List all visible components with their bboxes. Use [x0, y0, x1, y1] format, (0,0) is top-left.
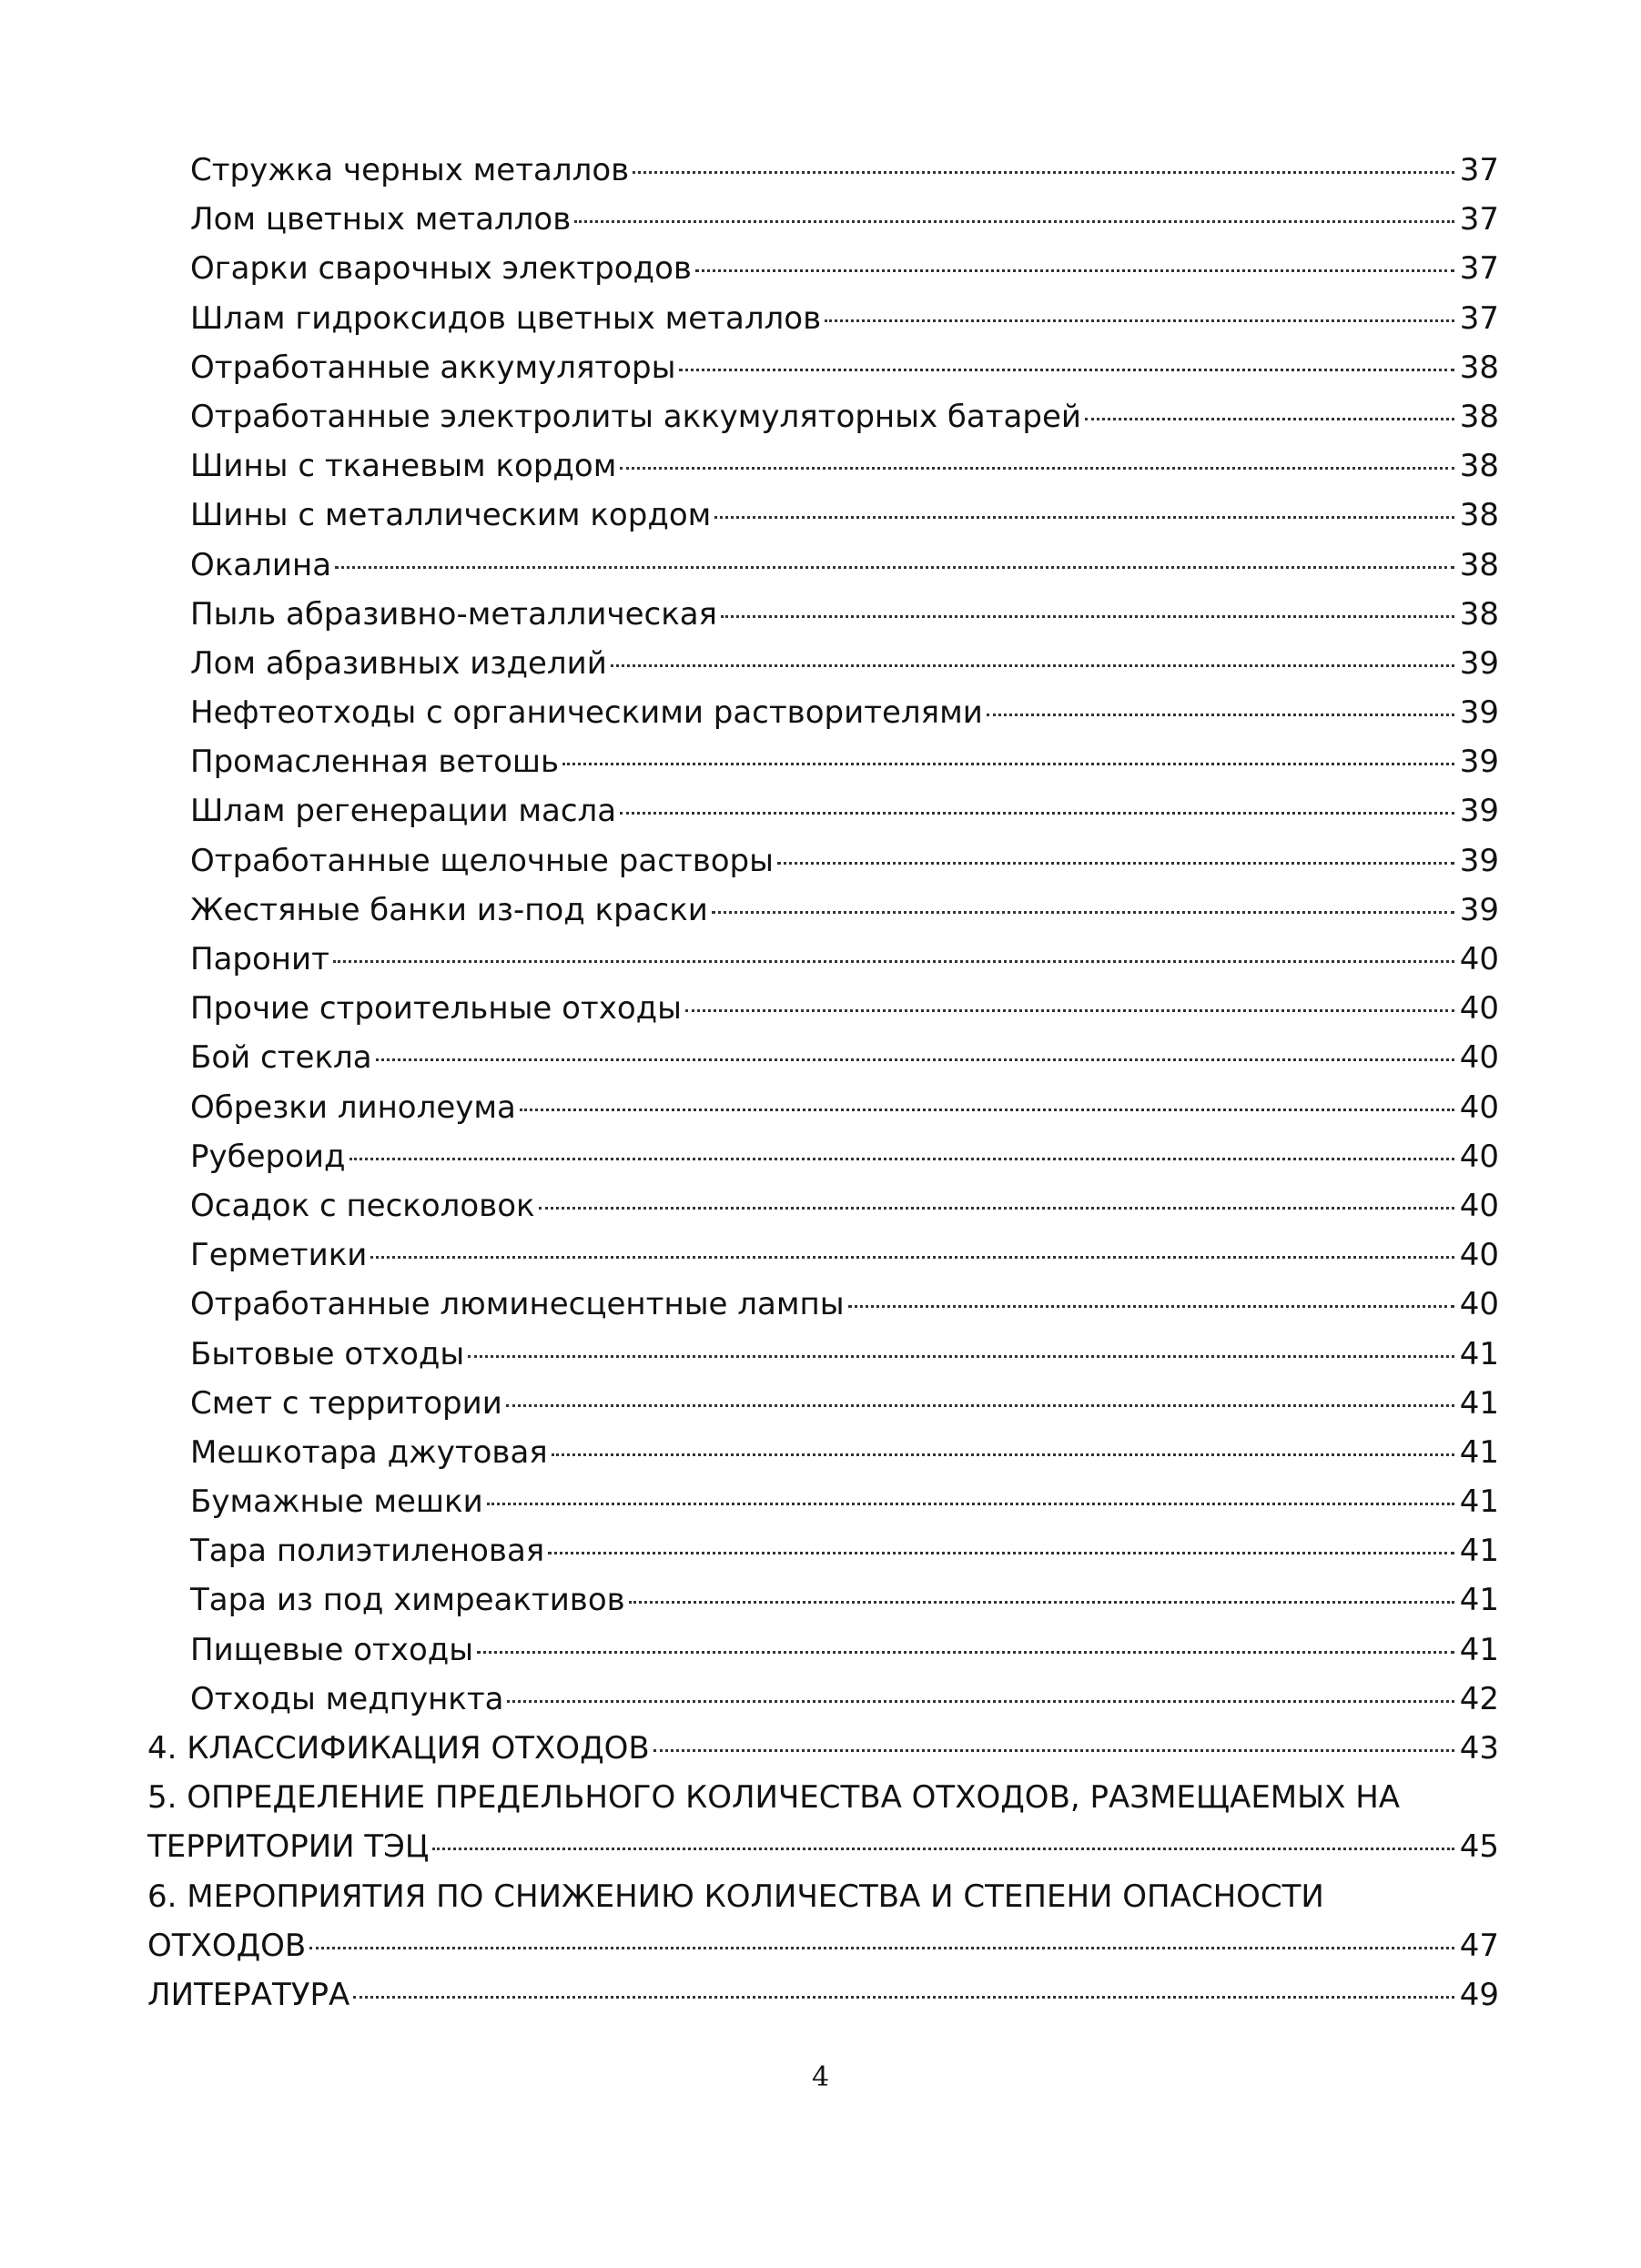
toc-entry-title: Огарки сварочных электродов — [190, 250, 692, 288]
toc-entry-page: 37 — [1459, 152, 1499, 188]
toc-entry-title: Пыль абразивно-металлическая — [190, 595, 718, 633]
toc-entry-page: 41 — [1459, 1335, 1499, 1372]
toc-entry-page: 38 — [1459, 497, 1499, 534]
toc-dot-leader — [1085, 418, 1454, 420]
toc-entry[interactable] — [147, 1083, 1499, 1132]
toc-entry-title: Лом цветных металлов — [190, 201, 572, 238]
toc-entry-page: 40 — [1459, 1088, 1499, 1126]
toc-dot-leader — [848, 1305, 1454, 1308]
toc-entry-page: 40 — [1459, 941, 1499, 977]
toc-entry[interactable] — [147, 392, 1499, 441]
toc-dot-leader — [506, 1404, 1454, 1407]
toc-dot-leader — [825, 319, 1454, 322]
toc-entry-title: Шины с металлическим кордом — [190, 497, 712, 534]
toc-dot-leader — [574, 220, 1454, 223]
toc-dot-leader — [721, 615, 1454, 618]
toc-entry-page: 41 — [1459, 1384, 1499, 1422]
toc-entry-page: 38 — [1459, 349, 1499, 386]
toc-entry-page: 40 — [1459, 1286, 1499, 1323]
toc-entry[interactable] — [147, 1675, 1499, 1724]
toc-dot-leader — [309, 1947, 1454, 1949]
toc-entry[interactable] — [147, 836, 1499, 886]
toc-entry-title: Шины с тканевым кордом — [190, 448, 617, 485]
toc-entry-page: 37 — [1459, 299, 1499, 337]
toc-entry-title: Шлам регенерации масла — [190, 793, 617, 830]
toc-entry-title: Бумажные мешки — [190, 1483, 483, 1521]
toc-entry-section-5-line-1[interactable] — [147, 1773, 1499, 1822]
toc-entry-title: Бытовые отходы — [190, 1335, 465, 1372]
toc-entry-literature[interactable] — [147, 1970, 1499, 2020]
toc-entry-page: 39 — [1459, 793, 1499, 830]
toc-entry[interactable] — [147, 886, 1499, 935]
toc-entry-title: 6. МЕРОПРИЯТИЯ ПО СНИЖЕНИЮ КОЛИЧЕСТВА И СТЕПЕНИ ОПАСНОСТИ — [147, 1878, 1324, 1915]
toc-entry-title: Герметики — [190, 1237, 368, 1274]
toc-dot-leader — [712, 911, 1454, 914]
toc-entry[interactable] — [147, 1428, 1499, 1477]
toc-entry-page: 38 — [1459, 398, 1499, 435]
table-of-contents — [147, 146, 1499, 2020]
toc-subsection-list — [147, 146, 1499, 1724]
toc-entry-page: 49 — [1459, 1976, 1499, 2013]
toc-entry-title: Нефтеотходы с органическими растворителями — [190, 694, 983, 732]
toc-dot-leader — [987, 714, 1454, 716]
toc-entry[interactable] — [147, 1330, 1499, 1379]
toc-entry[interactable] — [147, 1181, 1499, 1230]
toc-dot-leader — [653, 1749, 1454, 1752]
toc-dot-leader — [539, 1207, 1454, 1210]
toc-entry[interactable] — [147, 1379, 1499, 1428]
toc-entry-title: Отработанные люминесцентные лампы — [190, 1286, 845, 1323]
toc-dot-leader — [562, 763, 1454, 765]
toc-entry[interactable] — [147, 146, 1499, 195]
toc-dot-leader — [552, 1453, 1454, 1456]
toc-dot-leader — [685, 1009, 1454, 1012]
toc-entry-title-continuation: ТЕРРИТОРИИ ТЭЦ — [147, 1828, 430, 1866]
toc-dot-leader — [777, 862, 1454, 865]
toc-entry-title: Отработанные щелочные растворы — [190, 842, 774, 879]
toc-entry-title: Смет с территории — [190, 1384, 502, 1422]
toc-entry-page: 39 — [1459, 644, 1499, 682]
toc-dot-leader — [633, 171, 1454, 174]
toc-entry-page: 40 — [1459, 1138, 1499, 1175]
toc-entry[interactable] — [147, 1575, 1499, 1625]
toc-entry[interactable] — [147, 1477, 1499, 1526]
toc-entry-page: 39 — [1459, 694, 1499, 732]
toc-entry[interactable] — [147, 590, 1499, 639]
toc-entry-title: Осадок с песколовок — [190, 1187, 535, 1224]
toc-entry-title: 4. КЛАССИФИКАЦИЯ ОТХОДОВ — [147, 1730, 650, 1767]
toc-entry-page: 43 — [1459, 1730, 1499, 1767]
toc-entry-section-6-line-2[interactable] — [147, 1921, 1499, 1970]
toc-entry-title: Прочие строительные отходы — [190, 990, 683, 1028]
toc-entry-title: Окалина — [190, 546, 332, 583]
toc-entry-page: 47 — [1459, 1927, 1499, 1964]
toc-dot-leader — [353, 1996, 1454, 1999]
toc-entry-section-5-line-2[interactable] — [147, 1822, 1499, 1871]
toc-entry-page: 40 — [1459, 1237, 1499, 1274]
toc-dot-leader — [477, 1651, 1454, 1654]
toc-dot-leader — [432, 1848, 1454, 1850]
toc-dot-leader — [620, 812, 1454, 815]
toc-entry-page: 41 — [1459, 1533, 1499, 1570]
toc-entry[interactable] — [147, 737, 1499, 786]
toc-entry-title: Тара из под химреактивов — [190, 1582, 625, 1619]
toc-entry-page: 42 — [1459, 1680, 1499, 1717]
toc-entry-title: ЛИТЕРАТУРА — [147, 1976, 350, 2013]
toc-entry-page: 41 — [1459, 1433, 1499, 1471]
toc-entry[interactable] — [147, 195, 1499, 244]
toc-entry-title: Жестяные банки из-под краски — [190, 891, 708, 928]
toc-entry[interactable] — [147, 984, 1499, 1033]
toc-entry-page: 39 — [1459, 891, 1499, 928]
toc-entry[interactable] — [147, 491, 1499, 540]
toc-dot-leader — [335, 566, 1454, 569]
toc-entry[interactable] — [147, 1033, 1499, 1082]
toc-entry-title: Шлам гидроксидов цветных металлов — [190, 299, 822, 337]
toc-entry[interactable] — [147, 1230, 1499, 1280]
page-number: 4 — [811, 2061, 830, 2093]
toc-entry-title: Отходы медпункта — [190, 1680, 504, 1717]
toc-dot-leader — [333, 960, 1454, 963]
toc-entry-page: 40 — [1459, 1039, 1499, 1077]
toc-entry-section-6-line-1[interactable] — [147, 1872, 1499, 1921]
toc-entry-title: Отработанные аккумуляторы — [190, 349, 676, 386]
toc-entry[interactable] — [147, 1526, 1499, 1575]
toc-entry-section-4[interactable] — [147, 1724, 1499, 1773]
toc-dot-leader — [487, 1503, 1454, 1505]
toc-dot-leader — [714, 516, 1454, 519]
toc-entry-title-continuation: ОТХОДОВ — [147, 1927, 307, 1964]
toc-dot-leader — [620, 467, 1454, 470]
toc-entry-title: Мешкотара джутовая — [190, 1433, 548, 1471]
toc-entry-title: Обрезки линолеума — [190, 1088, 516, 1126]
toc-entry-page: 37 — [1459, 250, 1499, 288]
toc-entry-title: Стружка черных металлов — [190, 152, 630, 188]
toc-entry-title: Отработанные электролиты аккумуляторных батарей — [190, 398, 1081, 435]
toc-dot-leader — [507, 1700, 1454, 1703]
toc-entry-page: 41 — [1459, 1582, 1499, 1619]
toc-entry-page: 40 — [1459, 1187, 1499, 1224]
toc-entry-title: 5. ОПРЕДЕЛЕНИЕ ПРЕДЕЛЬНОГО КОЛИЧЕСТВА ОТХОДОВ, РАЗМЕЩАЕМЫХ НА — [147, 1779, 1401, 1817]
toc-entry-page: 38 — [1459, 546, 1499, 583]
toc-dot-leader — [349, 1158, 1454, 1160]
toc-entry-page: 40 — [1459, 990, 1499, 1028]
toc-entry-page: 39 — [1459, 842, 1499, 879]
toc-entry[interactable] — [147, 1132, 1499, 1181]
toc-dot-leader — [611, 664, 1454, 667]
toc-entry-title: Рубероид — [190, 1138, 346, 1175]
toc-dot-leader — [520, 1109, 1454, 1111]
toc-dot-leader — [629, 1601, 1454, 1604]
toc-entry[interactable] — [147, 343, 1499, 392]
toc-entry-title: Лом абразивных изделий — [190, 644, 607, 682]
toc-entry-page: 41 — [1459, 1483, 1499, 1521]
toc-entry-title: Промасленная ветошь — [190, 744, 560, 781]
toc-dot-leader — [376, 1058, 1454, 1061]
toc-entry[interactable] — [147, 541, 1499, 590]
toc-entry[interactable] — [147, 786, 1499, 835]
toc-entry-title: Пищевые отходы — [190, 1631, 474, 1668]
toc-entry-page: 38 — [1459, 595, 1499, 633]
toc-entry-page: 45 — [1459, 1828, 1499, 1866]
toc-entry-page: 39 — [1459, 744, 1499, 781]
toc-dot-leader — [548, 1552, 1454, 1554]
toc-entry-page: 41 — [1459, 1631, 1499, 1668]
toc-entry[interactable] — [147, 294, 1499, 343]
toc-entry[interactable] — [147, 688, 1499, 737]
toc-entry[interactable] — [147, 639, 1499, 688]
toc-entry[interactable] — [147, 935, 1499, 984]
toc-entry[interactable] — [147, 1280, 1499, 1329]
toc-entry[interactable] — [147, 1625, 1499, 1675]
toc-entry-title: Тара полиэтиленовая — [190, 1533, 545, 1570]
toc-entry[interactable] — [147, 244, 1499, 293]
toc-entry-title: Бой стекла — [190, 1039, 372, 1077]
toc-entry-title: Паронит — [190, 941, 329, 977]
toc-dot-leader — [468, 1355, 1454, 1358]
toc-entry-page: 38 — [1459, 448, 1499, 485]
toc-entry[interactable] — [147, 441, 1499, 491]
toc-entry-page: 37 — [1459, 201, 1499, 238]
toc-dot-leader — [695, 269, 1454, 272]
toc-dot-leader — [679, 369, 1454, 371]
toc-dot-leader — [370, 1256, 1454, 1259]
